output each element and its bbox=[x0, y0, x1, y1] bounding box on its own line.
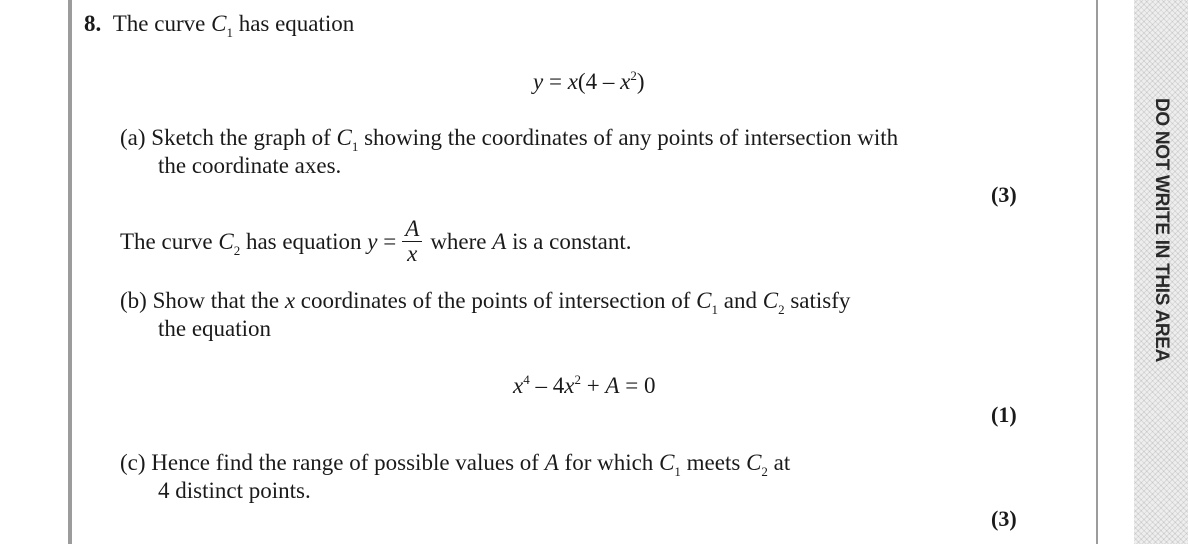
part-c-line-2: 4 distinct points. bbox=[158, 478, 311, 503]
part-b-label: (b) bbox=[120, 288, 147, 313]
part-b-marks: (1) bbox=[991, 402, 1017, 427]
part-b-line-2: the equation bbox=[158, 316, 272, 341]
curve-2-definition: The curve $C_2$ has equation y = $\frac{A}{x}$ where A is a constant. bbox=[120, 216, 632, 267]
question-number: 8. bbox=[84, 11, 102, 36]
part-b-line-1: (b) Show that the x coordinates of the points of intersection of $C_1$ and $C_2$ satisfy bbox=[120, 288, 851, 317]
part-a-marks: (3) bbox=[991, 182, 1017, 207]
left-margin-rule bbox=[68, 0, 72, 544]
curve-equation: $y = x(4 - x^2)$ bbox=[533, 68, 645, 94]
quartic-equation: $x^4 - 4x^2 + A = 0$ bbox=[513, 372, 656, 398]
do-not-write-notice: DO NOT WRITE IN THIS AREA bbox=[1151, 97, 1172, 363]
part-a-line-2: the coordinate axes. bbox=[158, 153, 342, 178]
part-c-label: (c) bbox=[120, 450, 146, 475]
question-intro: 8. The curve $C_1$ has equation bbox=[84, 11, 355, 40]
part-c-line-1: (c) Hence find the range of possible values of A for which $C_1$ meets $C_2$ at bbox=[120, 450, 791, 479]
part-a-label: (a) bbox=[120, 125, 146, 150]
fraction-a-over-x: $\frac{A}{x}$ bbox=[402, 217, 422, 266]
right-margin-rule bbox=[1096, 0, 1098, 544]
part-c-marks: (3) bbox=[991, 506, 1017, 531]
part-a-line-1: (a) Sketch the graph of $C_1$ showing the coordinates of any points of intersection with bbox=[120, 125, 899, 154]
